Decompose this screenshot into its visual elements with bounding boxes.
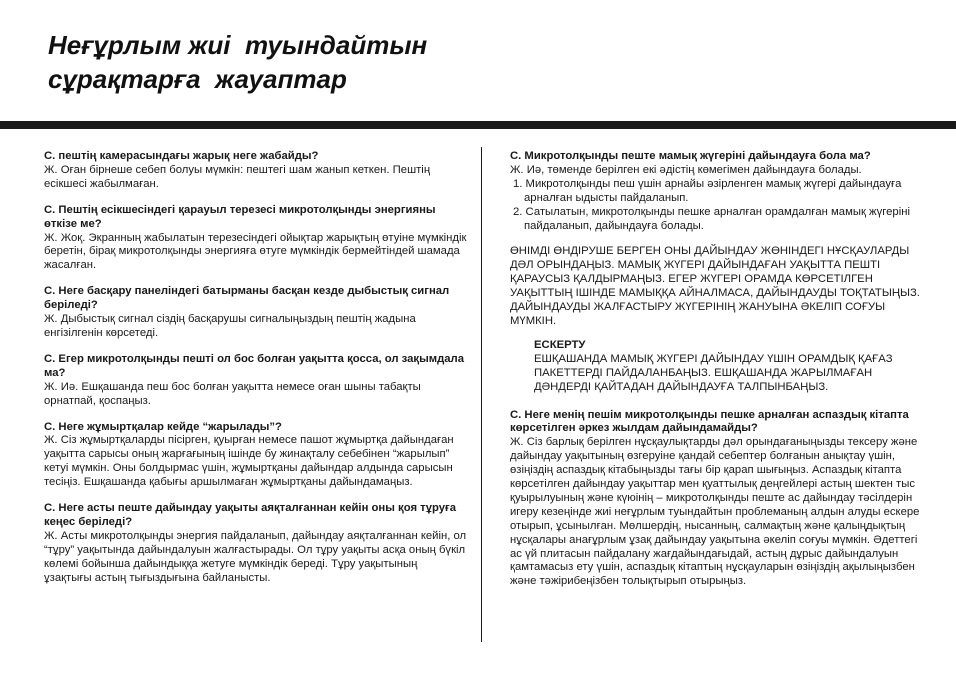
faq-answer: Ж. Жоқ. Экранның жабылатын терезесіндегі ойықтар жарықтың өтуіне мүмкіндік беретін, бірақ микротолқынды энергияға өтуге мүмкіндік бермейтіндей шамада жасалған. — [44, 231, 467, 272]
header-rule — [0, 121, 956, 129]
faq-item — [44, 150, 468, 192]
faq-answer: Ж. Дыбыстық сигнал сіздің басқарушы сигналыңыздың пештің жадына енгізілгенін көрсетеді. — [44, 313, 416, 339]
faq-answer: Ж. Иә. Ешқашанда пеш бос болған уақытта немесе оған шыны табақты орнатпай, қоспаңыз. — [44, 380, 421, 407]
faq-item — [44, 204, 468, 274]
faq-question: С. Неге менің пешім микротолқынды пешке арналған аспаздық кітапта көрсетілген әркез жылдам дайындамайды? — [510, 408, 909, 435]
list-item: 1. Микротолқынды пеш үшін арнайы әзірленген мамық жүгері дайындауға арналған ыдысты пайдаланып. — [513, 177, 902, 204]
faq-answer: Ж. Сіз барлық берілген нұсқаулықтарды дәл орындағаныңызды тексеру және дайындау уақытының өзгеруіне қандай себептер болғанын анықтау үшін, өзіңіздің аспаздық кітабыңызды тағы бір қарап шығыңыз. Аспаздық кітапта көрсетілген дайындау уақыттар мен қуаттылық деңгейлері астың шектен тыс қуырылуының және күюінің – микротолқынды пеште ас дайындау тәсілдерін игеру кезеңінде жиі неғұрлым туындайтын проблеманың алдын алуды ескере отырып, ұсынылған. Мөлшердің, нысанның, салмақтың және қалыңдықтың нұсқалары анағұрлым ұзақ дайындау уақытына әкеліп соғуы мүмкін. Әдеттегі ас үй плитасын пайдалану жағдайындағыдай, астың дұрыс дайындалуын қамтамасыз ету үшін, аспаздық кітаптың нұсқауларын өзіңіздің ақылыңызбен және тәжірибеңізбен толықтырып отырыңыз. — [510, 436, 920, 588]
caution-title: ЕСКЕРТУ — [534, 338, 586, 351]
faq-question: С. Неге асты пеште дайындау уақыты аяқталғаннан кейін оны қоя тұруға кеңес беріледі? — [44, 502, 457, 528]
faq-question: С. Неге жұмыртқалар кейде “жарылады”? — [44, 420, 282, 433]
faq-question: С. Микротолқынды пеште мамық жүгеріні дайындауға бола ма? — [510, 150, 871, 162]
right-column — [510, 150, 930, 601]
page-title-line-2: сұрақтарға жауаптар — [48, 64, 347, 94]
left-column — [44, 150, 468, 597]
faq-item — [510, 409, 930, 590]
page-title — [48, 28, 427, 96]
faq-answer: Ж. Иә, төменде берілген екі әдістің көмегімен дайындауға болады. — [510, 163, 862, 176]
faq-question: С. пештің камерасындағы жарық неге жабайды? — [44, 150, 319, 162]
column-divider — [481, 147, 482, 642]
faq-question: С. Пештің есікшесіндегі қарауыл терезесі микротолқынды энергияны өткізе ме? — [44, 203, 436, 230]
faq-item — [44, 353, 468, 409]
page-title-line-1: Неғұрлым жиі туындайтын — [48, 30, 428, 60]
caution-note — [534, 339, 930, 395]
caution-text: ЕШҚАШАНДА МАМЫҚ ЖҮГЕРІ ДАЙЫНДАУ ҮШІН ОРАМДЫҚ ҚАҒАЗ ПАКЕТТЕРДІ ПАЙДАЛАНБАҢЫЗ. ЕШҚАШАНДА ЖАРЫЛМАҒАН ДӘНДЕРДІ ҚАЙТАДАН ДАЙЫНДАУҒА ТАЛПЫНБАҢЫЗ. — [534, 352, 893, 393]
faq-item — [510, 150, 930, 233]
list-item: 2. Сатылатын, микротолқынды пешке арналған орамдалған мамық жүгеріні пайдаланып, дайындауға болады. — [513, 205, 910, 232]
faq-answer: Ж. Оған бірнеше себеп болуы мүмкін: пештегі шам жанып кеткен. Пештің есікшесі жабылмаған. — [44, 163, 431, 190]
faq-item — [44, 285, 468, 341]
faq-answer: Ж. Сіз жұмыртқаларды пісірген, қуырған немесе пашот жұмыртқа дайындаған уақытта сарысы оның жарғағының ішінде бу жинақталу себебінен “жарылып” кетуі мүмкін. Оны болдырмас үшін, жұмыртқаны дайындар алдында сарысын тесіңіз. Ешқашанда қабығы аршылмаған жұмыртқаны дайындамаңыз. — [44, 434, 454, 489]
faq-question: С. Неге басқару панеліндегі батырманы басқан кезде дыбыстық сигнал беріледі? — [44, 285, 450, 312]
warning-text: ӨНІМДІ ӨНДІРУШЕ БЕРГЕН ОНЫ ДАЙЫНДАУ ЖӨНІНДЕГІ НҰСҚАУЛАРДЫ ДӘЛ ОРЫНДАҢЫЗ. МАМЫҚ ЖҮГЕРІ ДАЙЫНДАҒАН УАҚЫТТА ПЕШТІ ҚАРАУСЫЗ ҚАЛДЫРМАҢЫЗ. ЕГЕР ЖҮГЕРІ ОРАМДА КӨРСЕТІЛГЕН УАҚЫТТЫҢ ІШІНДЕ МАМЫҚҚА АЙНАЛМАСА, ДАЙЫНДАУДЫ ТОҚТАТЫҢЫЗ. ДАЙЫНДАУДЫ ЖАЛҒАСТЫРУ ЖҮГЕРІНІҢ ЖАНУЫНА ӘКЕЛІП СОҒУЫ МҮМКІН. — [510, 245, 920, 327]
faq-item — [44, 502, 468, 585]
faq-answer: Ж. Асты микротолқынды энергия пайдаланып, дайындау аяқталғаннан кейін, ол “тұру” уақытында дайындалуын жалғастырады. Ол тұру уақыты асқа оның бүкіл көлемі бойынша дайындыққа жетуге мүмкіндік береді. Тұру уақытының ұзақтығы астың тығыздығына байланысты. — [44, 529, 467, 584]
faq-question: С. Егер микротолқынды пешті ол бос болған уақытта қосса, ол зақымдала ма? — [44, 352, 465, 379]
faq-item — [44, 421, 468, 491]
